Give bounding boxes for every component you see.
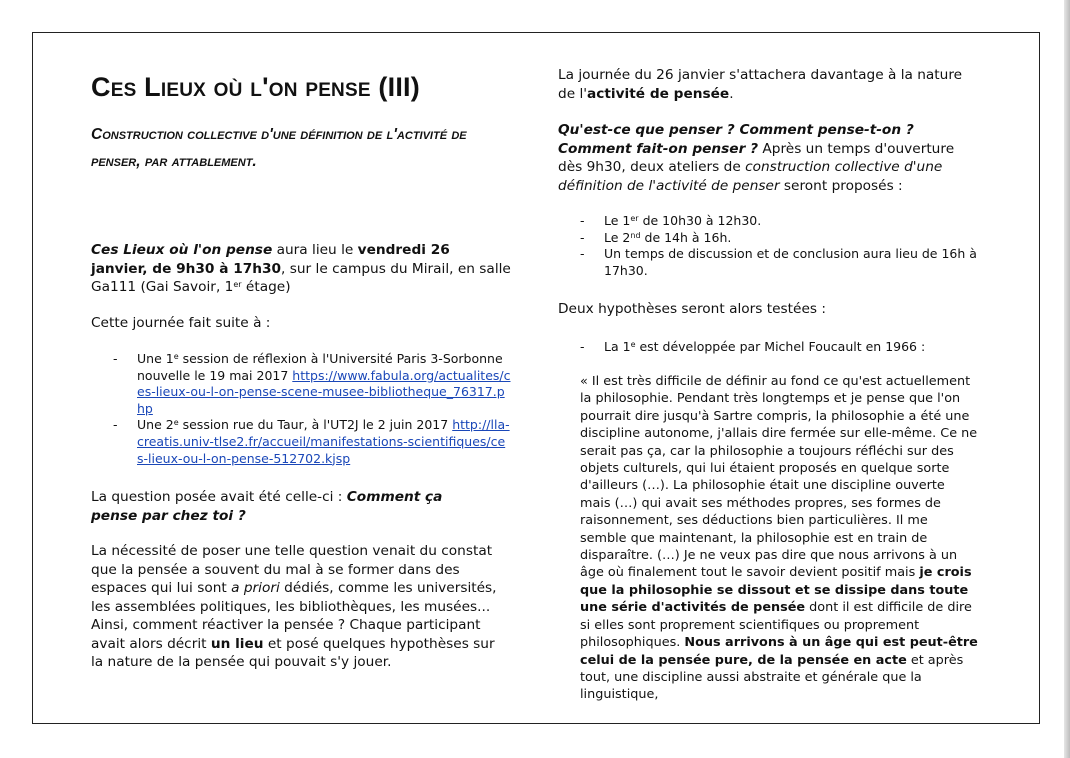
journee-paragraph: La journée du 26 janvier s'attachera davantage à la nature de l'activité de pensée. — [558, 67, 963, 102]
document-title: Ces Lieux où l'on pense (III) — [91, 72, 420, 102]
session-1-link[interactable]: https://www.fabula.org/actualites/ces-lieux-ou-l-on-pense-scene-musee-bibliotheque_76317.php — [137, 367, 511, 416]
hypothesis-list — [558, 339, 978, 356]
event-name: Ces Lieux où l'on pense — [91, 242, 273, 258]
suite-paragraph: Cette journée fait suite à : — [91, 315, 271, 331]
document-subtitle: Construction collective d'une définition de l'activité de penser, par attablement. — [91, 126, 467, 170]
list-item: - Un temps de discussion et de conclusion aura lieu de 16h à 17h30. — [580, 246, 977, 278]
list-item: - Le 2nd de 14h à 16h. — [580, 229, 732, 245]
scroll-shadow — [1064, 0, 1070, 758]
questions-paragraph: Qu'est-ce que penser ? Comment pense-t-on ? Comment fait-on penser ? Après un temps d'ouverture dès 9h30, deux ateliers de construction collective d'une définition de l'activité de penser seront proposés : — [558, 122, 955, 194]
necessite-paragraph: La nécessité de poser une telle question venait du constat que la pensée a souvent du mal à se former dans des espaces qui lui sont a priori dédiés, comme les universités, les assemblées politiques, les bibliothèques, les musées... Ainsi, comment réactiver la pensée ? Chaque participant avait alors décrit un lieu et posé quelques hypothèses sur la nature de la pensée qui pouvait s'y jouer. — [91, 543, 497, 670]
event-date: vendredi 26 janvier, de 9h30 à 17h30 — [91, 242, 450, 277]
question-text: Comment ça pense par chez toi ? — [91, 489, 443, 524]
sessions-list — [91, 351, 511, 467]
list-item: - Une 1e session de réflexion à l'Université Paris 3-Sorbonne nouvelle le 19 mai 2017 https://www.fabula.org/actualites/ces-lieux-ou-l-on-pense-scene-musee-bibliotheque_76317.php — [113, 351, 511, 416]
hypotheses-paragraph: Deux hypothèses seront alors testées : — [558, 301, 826, 317]
list-item: - Une 2e session rue du Taur, à l'UT2J le 2 juin 2017 http://lla-creatis.univ-tlse2.fr/accueil/manifestations-scientifiques/ces-lieux-ou-l-on-pense-512702.kjsp — [113, 417, 510, 466]
question-paragraph: La question posée avait été celle-ci : Comment ça pense par chez toi ? — [91, 489, 443, 524]
list-item: - Le 1er de 10h30 à 12h30. — [580, 213, 762, 228]
session-2-link[interactable]: http://lla-creatis.univ-tlse2.fr/accueil/manifestations-scientifiques/ces-lieux-ou-l-on-pense-512702.kjsp — [137, 417, 510, 466]
intro-paragraph: Ces Lieux où l'on pense aura lieu le vendredi 26 janvier, de 9h30 à 17h30, sur le campus du Mirail, en salle Ga111 (Gai Savoir, 1er étage) — [91, 242, 511, 295]
document-page — [32, 32, 1040, 724]
foucault-quote: « Il est très difficile de définir au fond ce qu'est actuellement la philosophie. Pendant très longtemps et je pense que l'on pourrait dire jusqu'à Sartre compris, la philosophie a été une discipline autonome, j'allais dire fermée sur elle-même. Ce ne serait pas ça, car la philosophie a toujours réfléchi sur des objets culturels, qui lui étaient proposés en quelque sorte d'ailleurs (…). La philosophie était une discipline ouverte mais (…) qui avait ses méthodes propres, ses formes de raisonnement, ses déductions bien particulières. Il me semble que maintenant, la philosophie est en train de disparaître. (…) Je ne veux pas dire que nous arrivons à un âge où finalement tout le savoir devient positif mais je crois que la philosophie se dissout et se dissipe dans toute une série d'activités de pensée dont il est difficile de dire si elles sont proprement scientifiques ou proprement philosophiques. Nous arrivons à un âge qui est peut-être celui de la pensée pure, de la pensée en acte et après tout, une discipline aussi abstraite et générale que la linguistique, — [580, 374, 978, 703]
list-item: - La 1e est développée par Michel Foucault en 1966 : — [580, 339, 926, 354]
ateliers-list — [558, 213, 978, 279]
